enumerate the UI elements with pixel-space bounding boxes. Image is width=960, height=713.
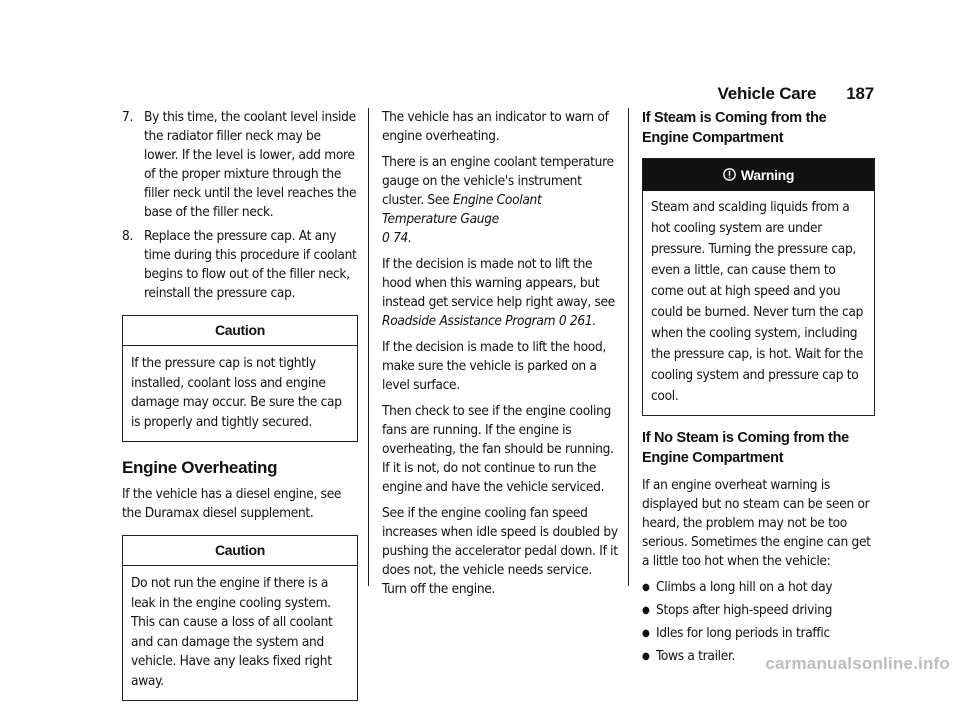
paragraph: See if the engine cooling fan speed increases when idle speed is doubled by pushing the accelerator pedal down. If it does not, the vehicle needs service. Turn off the engine. (382, 505, 618, 597)
paragraph-text: If the decision is made not to lift the hood when this warning appears, but instead get service help right away, see (382, 256, 616, 310)
paragraph: There is an engine coolant temperature gauge on the vehicle's instrument cluster. See Engine Coolant Temperature Gauge 0 74. (382, 154, 614, 246)
bullet-icon: ● (642, 651, 650, 662)
paragraph: If the decision is made not to lift the hood when this warning appears, but instead get service help right away, see Roadside Assistance Program 0 261. (382, 256, 616, 329)
caution-box (122, 315, 358, 442)
bullet-list (642, 578, 875, 666)
cross-reference-link[interactable]: Roadside Assistance Program (382, 313, 556, 329)
column-divider (628, 108, 629, 586)
step-text: By this time, the coolant level inside the radiator filler neck may be lower. If the level is lower, add more of the proper mixture through the filler neck until the level reaches the base of the filler neck. (144, 109, 357, 220)
step-number: 7. (122, 109, 134, 125)
page-number: 187 (846, 84, 874, 103)
warning-title: Warning (740, 167, 795, 183)
step-text: Replace the pressure cap. At any time during this procedure if coolant begins to flow out of the filler neck, reinstall the pressure cap. (144, 228, 357, 301)
page-ref-icon: 0 (558, 313, 567, 329)
subsection-heading: If Steam is Coming from the Engine Compartment (642, 110, 827, 146)
list-item: ● Stops after high-speed driving (642, 602, 833, 618)
page-ref-icon: 0 (382, 230, 390, 246)
watermark: carmanualsonline.info (765, 654, 950, 673)
bullet-icon: ● (642, 582, 650, 593)
caution-box (122, 535, 358, 701)
column-divider (368, 108, 369, 586)
bullet-icon: ● (642, 605, 650, 616)
step-item (122, 108, 358, 222)
warning-box (642, 158, 875, 416)
caution-title: Caution (214, 322, 265, 338)
page-reference[interactable]: 261 (569, 313, 593, 329)
list-item: ● Climbs a long hill on a hot day (642, 579, 833, 595)
caution-body: Do not run the engine if there is a leak in the engine cooling system. This can cause a loss of all coolant and can damage the system and vehicle. Have any leaks fixed right away. (131, 575, 333, 689)
paragraph-text: There is an engine coolant temperature gauge on the vehicle's instrument cluster. See (382, 154, 614, 208)
section-heading: Engine Overheating (122, 458, 278, 477)
caution-title: Caution (214, 542, 265, 558)
bullet-icon: ● (642, 628, 650, 639)
paragraph: If an engine overheat warning is displayed but no steam can be seen or heard, the problem may not be too serious. Sometimes the engine can get a little too hot when the vehicle: (642, 477, 871, 569)
page-reference[interactable]: 74 (393, 230, 409, 246)
list-item: ● Tows a trailer. (642, 648, 736, 664)
caution-divider (123, 565, 357, 566)
list-item: ● Idles for long periods in traffic (642, 625, 830, 641)
cross-reference-link[interactable]: Engine Coolant Temperature Gauge (382, 192, 542, 227)
paragraph: If the decision is made to lift the hood, make sure the vehicle is parked on a level surface. (382, 339, 606, 393)
subsection-heading: If No Steam is Coming from the Engine Compartment (642, 430, 849, 466)
warning-body: Steam and scalding liquids from a hot cooling system are under pressure. Turning the pressure cap, even a little, can cause them to come out at high speed and you could be burned. Never turn the cap when the cooling system, including the pressure cap, is hot. Wait for the cooling system and pressure cap to cool. (651, 199, 864, 404)
paragraph: Then check to see if the engine cooling fans are running. If the engine is overheating, the fan should be running. If it is not, do not continue to run the engine and have the vehicle serviced. (382, 403, 614, 495)
step-item (122, 227, 358, 303)
step-number: 8. (122, 228, 134, 244)
column-3 (642, 108, 875, 670)
caution-divider (123, 345, 357, 346)
caution-body: If the pressure cap is not tightly installed, coolant loss and engine damage may occur. Be sure the cap is properly and tightly secured. (131, 355, 342, 430)
section-title: Vehicle Care (717, 84, 817, 103)
warning-icon (723, 166, 736, 185)
page-header (718, 84, 875, 104)
paragraph: If the vehicle has a diesel engine, see the Duramax diesel supplement. (122, 486, 342, 521)
column-2 (382, 108, 618, 606)
warning-header (643, 159, 874, 191)
column-1 (122, 108, 358, 713)
paragraph: The vehicle has an indicator to warn of engine overheating. (382, 109, 609, 144)
